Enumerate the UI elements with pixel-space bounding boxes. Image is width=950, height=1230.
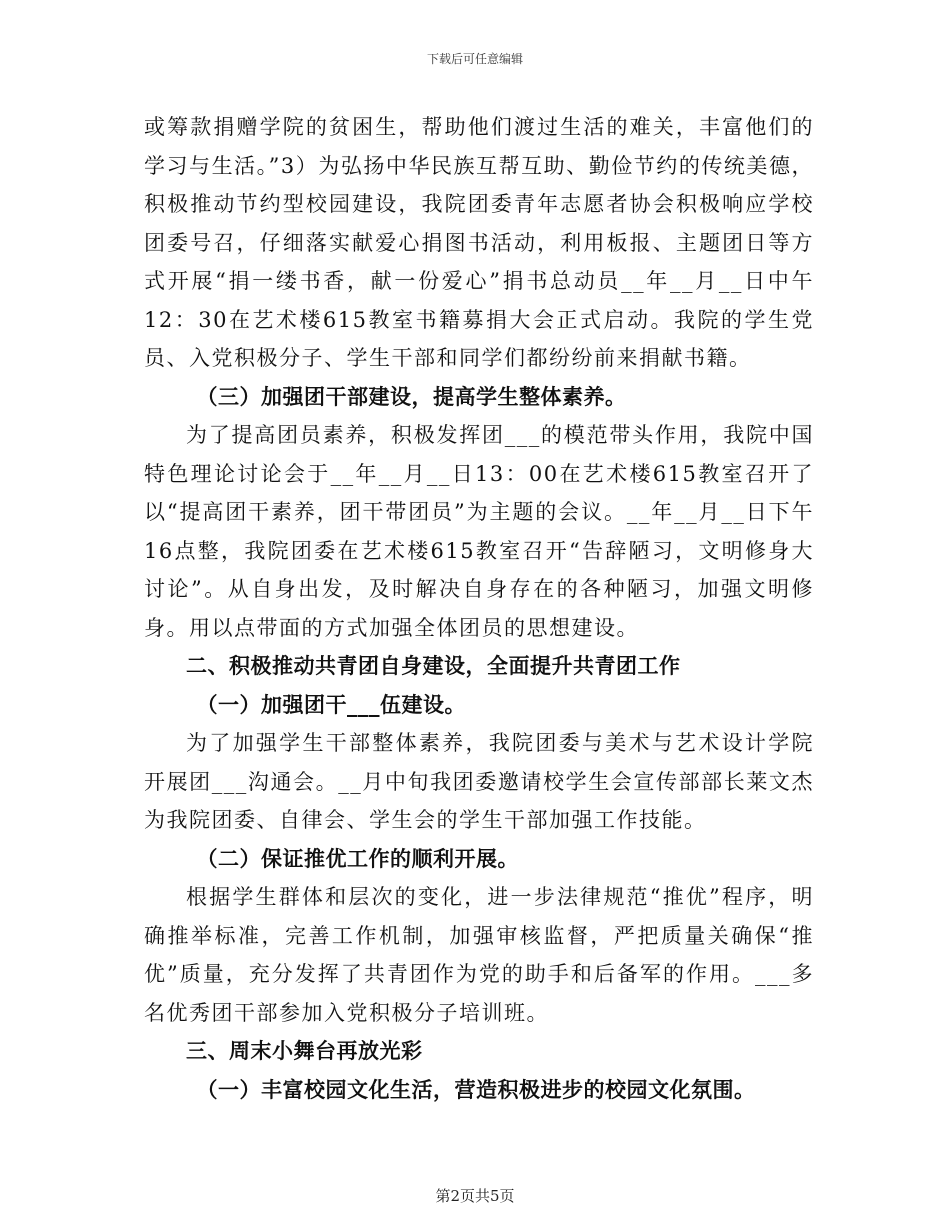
paragraph-4: 根据学生群体和层次的变化，进一步法律规范“推优”程序，明确推举标准，完善工作机制，加强审核监督，严把质量关确保“推优”质量，充分发挥了共青团作为党的助手和后备军的作用。___多名优秀团干部参加入党积极分子培训班。 — [144, 885, 814, 1025]
paragraph-1: 或筹款捐赠学院的贫困生，帮助他们渡过生活的难关，丰富他们的学习与生活。”3）为弘扬中华民族互帮互助、勤俭节约的传统美德，积极推动节约型校园建设，我院团委青年志愿者协会积极响应学校团委号召，仔细落实献爱心捐图书活动，利用板报、主题团日等方式开展“捐一缕书香，献一份爱心”捐书总动员__年__月__日中午12：30在艺术楼615教室书籍募捐大会正式启动。我院的学生党员、入党积极分子、学生干部和同学们都纷纷前来捐献书籍。 — [144, 115, 814, 370]
paragraph-2: 为了提高团员素养，积极发挥团___的模范带头作用，我院中国特色理论讨论会于__年__月__日13：00在艺术楼615教室召开了以“提高团干素养，团干带团员”为主题的会议。__年__月__日下午16点整，我院团委在艺术楼615教室召开“告辞陋习，文明修身大讨论”。从自身出发，及时解决自身存在的各种陋习，加强文明修身。用以点带面的方式加强全体团员的思想建设。 — [144, 423, 814, 640]
section-heading-3: （三）加强团干部建设，提高学生整体素养。 — [196, 383, 627, 409]
page-footer: 第2页共5页 — [435, 1187, 515, 1205]
section-heading-1b: （一）丰富校园文化生活，营造积极进步的校园文化氛围。 — [196, 1076, 756, 1102]
section-heading-2: （二）保证推优工作的顺利开展。 — [196, 845, 519, 871]
page-header: 下载后可任意编辑 — [426, 52, 523, 66]
document-body — [144, 108, 814, 1109]
chapter-heading-2: 二、积极推动共青团自身建设，全面提升共青团工作 — [186, 653, 681, 678]
paragraph-3: 为了加强学生干部整体素养，我院团委与美术与艺术设计学院开展团___沟通会。__月中旬我团委邀请校学生会宣传部部长莱文杰为我院团委、自律会、学生会的学生干部加强工作技能。 — [144, 731, 814, 832]
chapter-heading-3: 三、周末小舞台再放光彩 — [186, 1038, 423, 1063]
section-heading-1: （一）加强团干___伍建设。 — [196, 691, 466, 717]
